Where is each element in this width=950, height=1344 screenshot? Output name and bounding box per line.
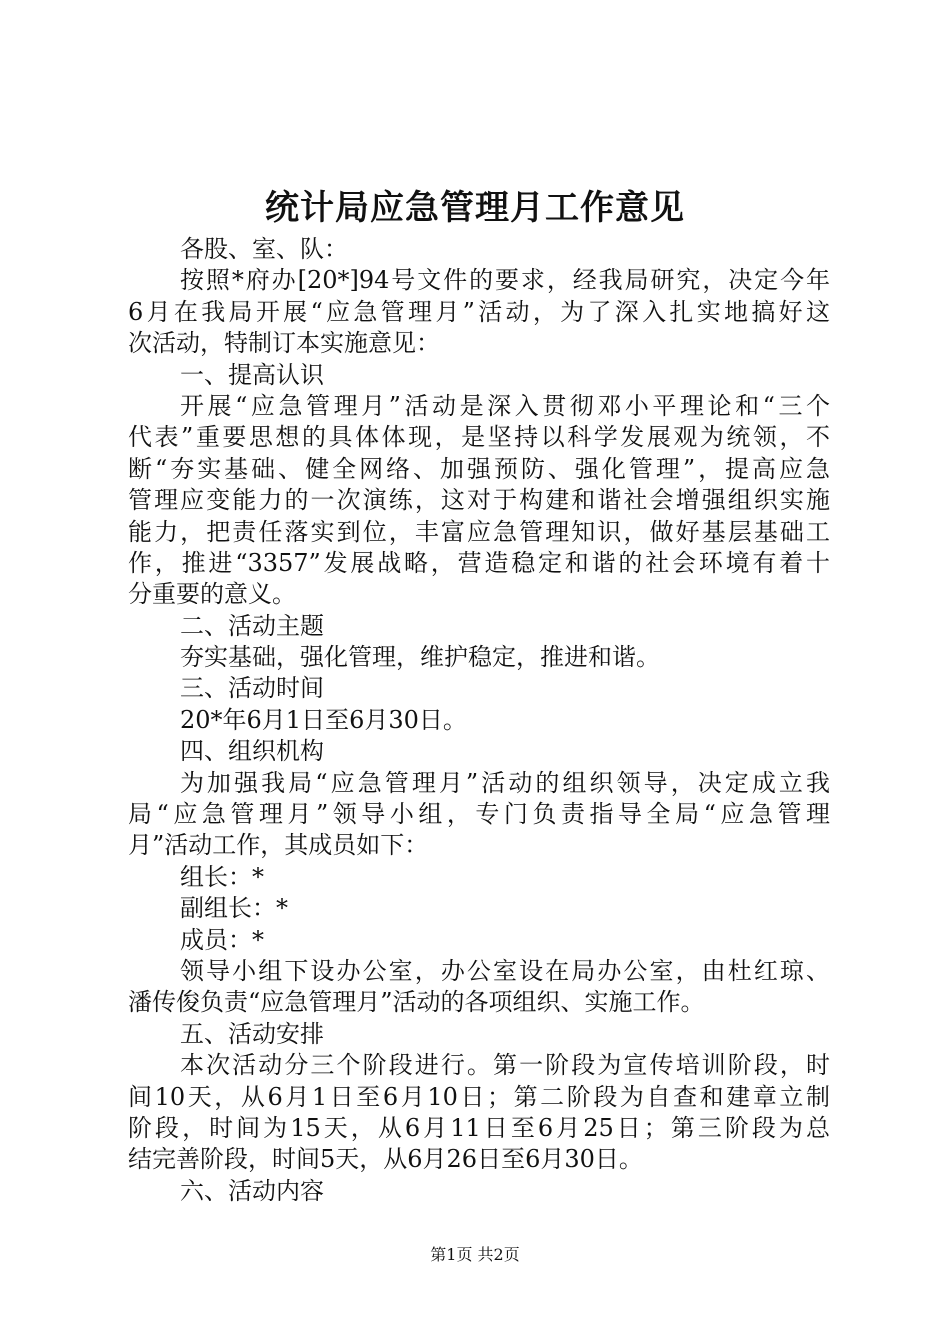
member-line: 成员：*: [180, 925, 264, 954]
document-title: 统计局应急管理月工作意见: [265, 188, 685, 228]
body-line: 按照*府办[20*]94号文件的要求，经我局研究，决定今年: [180, 266, 830, 295]
body-line: 夯实基础，强化管理，维护稳定，推进和谐。: [180, 643, 660, 672]
section-heading: 二、活动主题: [180, 611, 324, 640]
body-line: 结完善阶段，时间5天，从6月26日至6月30日。: [128, 1145, 643, 1174]
page-number-footer: 第1页 共2页: [430, 1245, 520, 1264]
section-heading: 四、组织机构: [180, 737, 324, 766]
body-line: 管理应变能力的一次演练，这对于构建和谐社会增强组织实施: [128, 486, 830, 515]
body-line: 20*年6月1日至6月30日。: [180, 705, 467, 734]
member-line: 副组长：*: [180, 894, 288, 923]
body-line: 为加强我局“应急管理月”活动的组织领导，决定成立我: [180, 768, 830, 797]
body-line: 领导小组下设办公室，办公室设在局办公室，由杜红琼、: [180, 956, 830, 985]
body-line: 月”活动工作，其成员如下：: [128, 831, 429, 860]
body-line: 阶段，时间为15天，从6月11日至6月25日；第三阶段为总: [128, 1113, 830, 1142]
document-body: [128, 234, 830, 1207]
body-line: 本次活动分三个阶段进行。第一阶段为宣传培训阶段，时: [180, 1051, 830, 1080]
body-line: 断“夯实基础、健全网络、加强预防、强化管理”，提高应急: [128, 454, 830, 483]
section-heading: 六、活动内容: [180, 1176, 324, 1205]
body-line: 局“应急管理月”领导小组，专门负责指导全局“应急管理: [128, 800, 830, 829]
member-line: 组长：*: [180, 862, 264, 891]
body-line: 各股、室、队：: [180, 235, 348, 263]
section-heading: 三、活动时间: [180, 674, 324, 703]
body-line: 代表”重要思想的具体体现，是坚持以科学发展观为统领，不: [128, 423, 830, 452]
body-line: 间10天，从6月1日至6月10日；第二阶段为自查和建章立制: [128, 1082, 830, 1111]
body-line: 6月在我局开展“应急管理月”活动，为了深入扎实地搞好这: [128, 297, 830, 326]
body-line: 开展“应急管理月”活动是深入贯彻邓小平理论和“三个: [180, 391, 830, 420]
body-line: 分重要的意义。: [128, 580, 296, 609]
body-line: 作，推进“3357”发展战略，营造稳定和谐的社会环境有着十: [128, 548, 830, 577]
body-line: 潘传俊负责“应急管理月”活动的各项组织、实施工作。: [128, 988, 705, 1017]
section-heading: 五、活动安排: [180, 1019, 324, 1048]
section-heading: 一、提高认识: [180, 360, 324, 389]
body-line: 能力，把责任落实到位，丰富应急管理知识，做好基层基础工: [128, 517, 830, 546]
body-line: 次活动，特制订本实施意见：: [128, 329, 440, 358]
